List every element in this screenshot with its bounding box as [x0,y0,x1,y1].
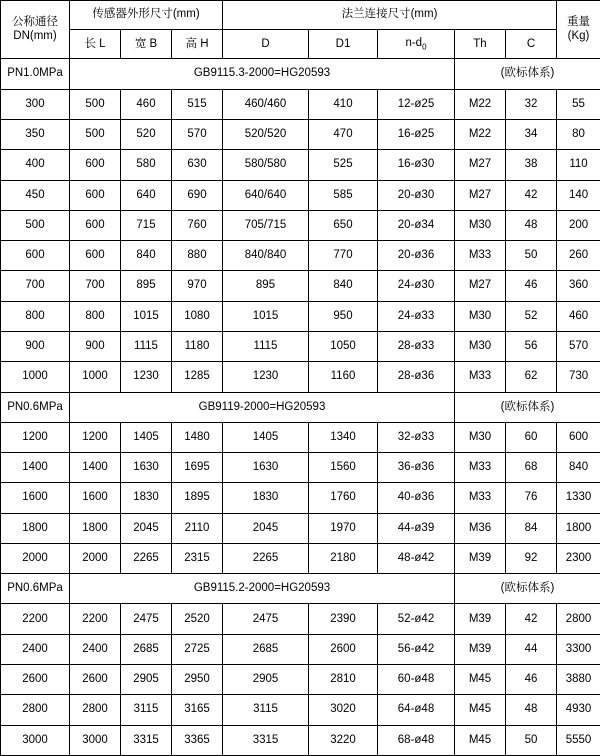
section-pressure-rating: PN0.6MPa [1,392,70,422]
cell-r3-c5: 2905 [223,665,309,695]
cell-r1-c2: 2200 [70,604,121,634]
cell-r5-c7: 48-ø42 [378,543,455,573]
cell-r4-c9: 48 [506,695,557,725]
cell-r9-c4: 1180 [172,331,223,361]
cell-r3-c2: 600 [70,150,121,180]
cell-r3-c2: 2600 [70,665,121,695]
cell-r3-c4: 2950 [172,665,223,695]
cell-r1-c8: M39 [455,604,506,634]
cell-r6-c4: 880 [172,241,223,271]
cell-r1-c6: 1340 [309,422,378,452]
cell-r2-c6: 2600 [309,634,378,664]
cell-r4-c10: 4930 [557,695,600,725]
cell-r2-c2: 1400 [70,453,121,483]
cell-r2-c1: 1400 [1,453,70,483]
cell-r4-c1: 450 [1,180,70,210]
table-row [1,453,600,483]
cell-r9-c5: 1115 [223,331,309,361]
cell-r10-c5: 1230 [223,362,309,392]
section-standard: GB9115.3-2000=HG20593 [70,59,455,89]
cell-r4-c2: 2800 [70,695,121,725]
table-row [1,241,600,271]
table-row [1,301,600,331]
cell-r5-c2: 3000 [70,725,121,755]
table-row [1,362,600,392]
cell-r2-c1: 2400 [1,634,70,664]
cell-r8-c9: 52 [506,301,557,331]
cell-r3-c9: 46 [506,665,557,695]
table-row [1,604,600,634]
cell-r4-c9: 84 [506,513,557,543]
cell-r8-c2: 800 [70,301,121,331]
cell-r2-c10: 840 [557,453,600,483]
cell-r4-c4: 2110 [172,513,223,543]
cell-r1-c3: 1405 [121,422,172,452]
cell-r7-c7: 24-ø30 [378,271,455,301]
cell-r7-c10: 360 [557,271,600,301]
cell-r4-c3: 2045 [121,513,172,543]
cell-r10-c7: 28-ø36 [378,362,455,392]
header-col-7: Th [455,30,506,59]
cell-r9-c10: 570 [557,331,600,361]
cell-r2-c7: 56-ø42 [378,634,455,664]
table-row [1,271,600,301]
cell-r5-c9: 92 [506,543,557,573]
cell-r1-c10: 55 [557,89,600,119]
cell-r6-c5: 840/840 [223,241,309,271]
table-row [1,634,600,664]
header-weight-line2: (Kg) [567,29,590,42]
cell-r2-c3: 520 [121,119,172,149]
cell-r3-c1: 1600 [1,483,70,513]
cell-r6-c2: 600 [70,241,121,271]
cell-r6-c7: 20-ø36 [378,241,455,271]
section-header-row [1,574,600,604]
cell-r5-c10: 200 [557,210,600,240]
table-row [1,422,600,452]
cell-r5-c1: 2000 [1,543,70,573]
cell-r4-c9: 42 [506,180,557,210]
cell-r2-c4: 570 [172,119,223,149]
cell-r10-c10: 730 [557,362,600,392]
cell-r4-c6: 1970 [309,513,378,543]
cell-r9-c9: 56 [506,331,557,361]
cell-r5-c8: M45 [455,725,506,755]
cell-r2-c1: 350 [1,119,70,149]
cell-r7-c5: 895 [223,271,309,301]
cell-r2-c6: 470 [309,119,378,149]
cell-r1-c10: 2800 [557,604,600,634]
header-dn-line1: 公称通径 [12,16,58,29]
cell-r10-c2: 1000 [70,362,121,392]
cell-r2-c3: 1630 [121,453,172,483]
cell-r1-c1: 1200 [1,422,70,452]
cell-r5-c6: 3220 [309,725,378,755]
cell-r2-c4: 2725 [172,634,223,664]
cell-r2-c6: 1560 [309,453,378,483]
cell-r4-c5: 3115 [223,695,309,725]
table-header-row-secondary [1,30,600,59]
cell-r10-c3: 1230 [121,362,172,392]
cell-r1-c2: 1200 [70,422,121,452]
cell-r2-c9: 68 [506,453,557,483]
cell-r2-c3: 2685 [121,634,172,664]
cell-r5-c5: 705/715 [223,210,309,240]
table-header-row-primary [1,1,600,30]
cell-r1-c6: 2390 [309,604,378,634]
cell-r3-c10: 110 [557,150,600,180]
cell-r3-c6: 1760 [309,483,378,513]
cell-r1-c3: 460 [121,89,172,119]
cell-r4-c4: 3165 [172,695,223,725]
cell-r2-c4: 1695 [172,453,223,483]
header-col-1: 长 L [70,30,121,59]
cell-r2-c2: 500 [70,119,121,149]
cell-r1-c3: 2475 [121,604,172,634]
cell-r3-c7: 60-ø48 [378,665,455,695]
header-col-4: D [223,30,309,59]
table-row [1,150,600,180]
cell-r1-c4: 1480 [172,422,223,452]
header-weight [557,1,600,59]
cell-r2-c5: 520/520 [223,119,309,149]
cell-r3-c6: 2810 [309,665,378,695]
cell-r5-c8: M30 [455,210,506,240]
table-row [1,180,600,210]
table-row [1,665,600,695]
cell-r3-c10: 1330 [557,483,600,513]
header-col-2: 宽 B [121,30,172,59]
table-row [1,543,600,573]
cell-r5-c5: 3315 [223,725,309,755]
cell-r5-c2: 2000 [70,543,121,573]
cell-r10-c8: M33 [455,362,506,392]
cell-r6-c1: 600 [1,241,70,271]
cell-r8-c7: 24-ø33 [378,301,455,331]
cell-r4-c7: 20-ø30 [378,180,455,210]
cell-r1-c1: 2200 [1,604,70,634]
section-note: (欧标体系) [455,574,600,604]
cell-r5-c6: 650 [309,210,378,240]
cell-r4-c3: 3115 [121,695,172,725]
cell-r10-c6: 1160 [309,362,378,392]
table-row [1,513,600,543]
cell-r1-c1: 300 [1,89,70,119]
cell-r1-c5: 1405 [223,422,309,452]
cell-r3-c7: 16-ø30 [378,150,455,180]
cell-r4-c4: 690 [172,180,223,210]
cell-r1-c8: M30 [455,422,506,452]
cell-r3-c3: 2905 [121,665,172,695]
cell-r5-c4: 760 [172,210,223,240]
cell-r2-c8: M33 [455,453,506,483]
cell-r2-c9: 34 [506,119,557,149]
cell-r3-c3: 1830 [121,483,172,513]
cell-r6-c10: 260 [557,241,600,271]
cell-r3-c9: 76 [506,483,557,513]
cell-r10-c4: 1285 [172,362,223,392]
cell-r5-c3: 715 [121,210,172,240]
header-flange-dimensions: 法兰连接尺寸(mm) [223,1,557,30]
cell-r5-c7: 68-ø48 [378,725,455,755]
cell-r5-c8: M39 [455,543,506,573]
cell-r3-c6: 525 [309,150,378,180]
cell-r1-c7: 12-ø25 [378,89,455,119]
cell-r5-c1: 500 [1,210,70,240]
header-weight-line1: 重量 [567,16,591,29]
cell-r9-c7: 28-ø33 [378,331,455,361]
cell-r3-c8: M27 [455,150,506,180]
cell-r7-c9: 46 [506,271,557,301]
cell-r9-c1: 900 [1,331,70,361]
cell-r2-c8: M22 [455,119,506,149]
cell-r5-c3: 2265 [121,543,172,573]
cell-r1-c10: 600 [557,422,600,452]
cell-r4-c10: 1800 [557,513,600,543]
cell-r5-c1: 3000 [1,725,70,755]
cell-r5-c6: 2180 [309,543,378,573]
cell-r4-c1: 1800 [1,513,70,543]
cell-r4-c7: 44-ø39 [378,513,455,543]
cell-r7-c3: 895 [121,271,172,301]
header-col-n-d0: $n-d_0$ [378,30,455,59]
header-nominal-diameter [1,1,70,59]
cell-r8-c5: 1015 [223,301,309,331]
cell-r5-c9: 48 [506,210,557,240]
cell-r4-c1: 2800 [1,695,70,725]
section-standard: GB9115.2-2000=HG20593 [70,574,455,604]
cell-r5-c4: 3365 [172,725,223,755]
cell-r3-c9: 38 [506,150,557,180]
cell-r1-c9: 32 [506,89,557,119]
table-row [1,483,600,513]
cell-r5-c10: 2300 [557,543,600,573]
cell-r3-c1: 400 [1,150,70,180]
cell-r8-c1: 800 [1,301,70,331]
cell-r4-c2: 1800 [70,513,121,543]
cell-r6-c6: 770 [309,241,378,271]
cell-r10-c9: 62 [506,362,557,392]
cell-r6-c8: M33 [455,241,506,271]
cell-r8-c10: 460 [557,301,600,331]
cell-r8-c8: M30 [455,301,506,331]
section-header-row [1,59,600,89]
table-row [1,89,600,119]
cell-r3-c4: 1895 [172,483,223,513]
cell-r1-c8: M22 [455,89,506,119]
section-pressure-rating: PN0.6MPa [1,574,70,604]
cell-r10-c1: 1000 [1,362,70,392]
cell-r4-c10: 140 [557,180,600,210]
cell-r1-c5: 2475 [223,604,309,634]
cell-r7-c8: M27 [455,271,506,301]
cell-r1-c4: 2520 [172,604,223,634]
table-row [1,210,600,240]
header-dn-line2: DN(mm) [13,29,57,42]
cell-r8-c4: 1080 [172,301,223,331]
cell-r3-c2: 1600 [70,483,121,513]
table-row [1,331,600,361]
cell-r9-c3: 1115 [121,331,172,361]
cell-r5-c2: 600 [70,210,121,240]
cell-r1-c7: 52-ø42 [378,604,455,634]
cell-r7-c1: 700 [1,271,70,301]
cell-r4-c2: 600 [70,180,121,210]
cell-r6-c3: 840 [121,241,172,271]
section-note: (欧标体系) [455,392,600,422]
cell-r9-c8: M30 [455,331,506,361]
cell-r3-c3: 580 [121,150,172,180]
cell-r1-c9: 42 [506,604,557,634]
cell-r5-c7: 20-ø34 [378,210,455,240]
cell-r4-c5: 640/640 [223,180,309,210]
cell-r5-c3: 3315 [121,725,172,755]
cell-r4-c8: M27 [455,180,506,210]
cell-r4-c3: 640 [121,180,172,210]
section-pressure-rating: PN1.0MPa [1,59,70,89]
cell-r1-c4: 515 [172,89,223,119]
cell-r5-c4: 2315 [172,543,223,573]
header-col-5: D1 [309,30,378,59]
table-row [1,119,600,149]
cell-r2-c10: 80 [557,119,600,149]
cell-r3-c10: 3880 [557,665,600,695]
cell-r4-c5: 2045 [223,513,309,543]
cell-r7-c2: 700 [70,271,121,301]
cell-r8-c3: 1015 [121,301,172,331]
cell-r8-c6: 950 [309,301,378,331]
section-note: (欧标体系) [455,59,600,89]
cell-r5-c5: 2265 [223,543,309,573]
cell-r9-c2: 900 [70,331,121,361]
cell-r4-c6: 3020 [309,695,378,725]
cell-r2-c8: M39 [455,634,506,664]
cell-r1-c2: 500 [70,89,121,119]
cell-r3-c5: 580/580 [223,150,309,180]
header-col-8: C [506,30,557,59]
cell-r2-c7: 36-ø36 [378,453,455,483]
cell-r2-c5: 1630 [223,453,309,483]
cell-r2-c9: 44 [506,634,557,664]
header-sensor-dimensions: 传感器外形尺寸(mm) [70,1,223,30]
cell-r5-c9: 50 [506,725,557,755]
section-standard: GB9119-2000=HG20593 [70,392,455,422]
cell-r1-c5: 460/460 [223,89,309,119]
cell-r4-c6: 585 [309,180,378,210]
table-row [1,695,600,725]
cell-r2-c10: 3300 [557,634,600,664]
cell-r3-c5: 1830 [223,483,309,513]
cell-r6-c9: 50 [506,241,557,271]
cell-r5-c10: 5550 [557,725,600,755]
cell-r1-c7: 32-ø33 [378,422,455,452]
cell-r4-c7: 64-ø48 [378,695,455,725]
cell-r3-c8: M45 [455,665,506,695]
cell-r1-c6: 410 [309,89,378,119]
cell-r9-c6: 1050 [309,331,378,361]
cell-r3-c7: 40-ø36 [378,483,455,513]
cell-r3-c8: M33 [455,483,506,513]
cell-r2-c7: 16-ø25 [378,119,455,149]
cell-r4-c8: M36 [455,513,506,543]
cell-r1-c9: 60 [506,422,557,452]
cell-r4-c8: M45 [455,695,506,725]
cell-r3-c1: 2600 [1,665,70,695]
cell-r2-c5: 2685 [223,634,309,664]
cell-r7-c6: 840 [309,271,378,301]
cell-r3-c4: 630 [172,150,223,180]
cell-r2-c2: 2400 [70,634,121,664]
table-row [1,725,600,755]
cell-r7-c4: 970 [172,271,223,301]
section-header-row [1,392,600,422]
header-col-3: 高 H [172,30,223,59]
